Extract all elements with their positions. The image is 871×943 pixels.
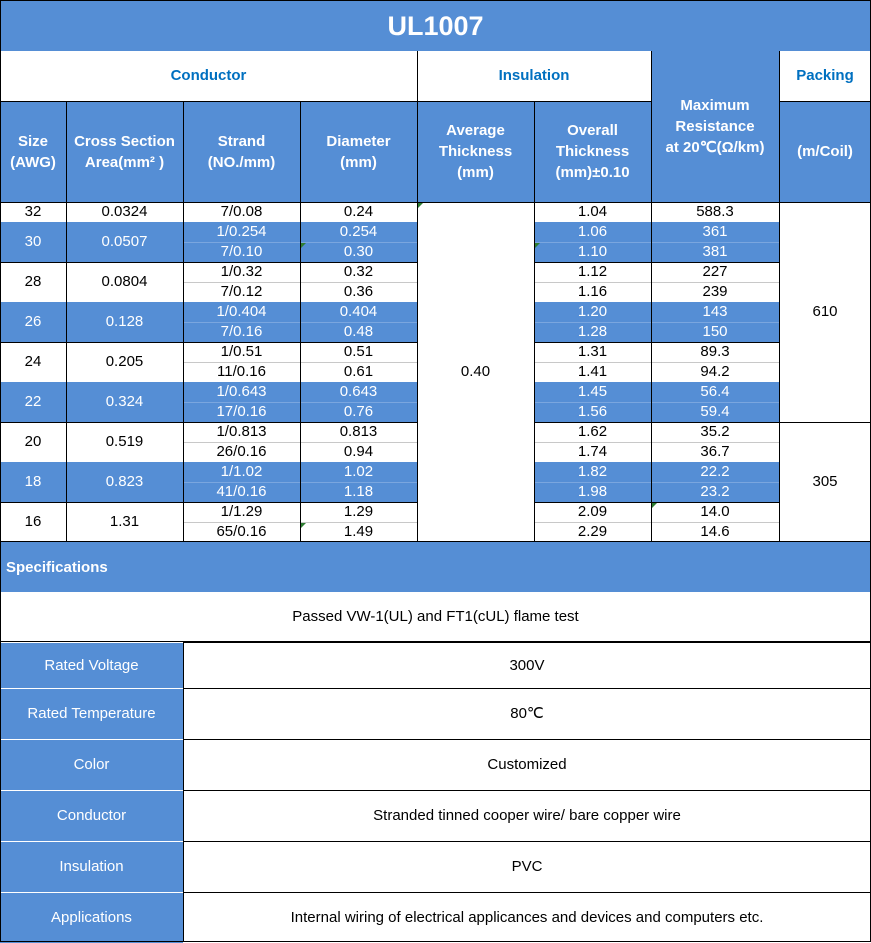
strand-cell: 41/0.16 [216, 483, 267, 500]
resistance-cell: 381 [702, 243, 728, 260]
resistance-cell: 89.3 [700, 343, 730, 360]
diameter-cell: 1.49 [343, 523, 374, 540]
strand-cell: 7/0.12 [220, 283, 263, 300]
column-border [66, 202, 67, 542]
column-border [534, 202, 535, 542]
flame-test-row [0, 592, 871, 642]
inner-separator [534, 362, 779, 363]
diameter-cell: 1.02 [343, 463, 374, 480]
inner-separator [534, 402, 779, 403]
spec-label: Applications [0, 892, 183, 943]
column-border [183, 202, 184, 542]
diameter-cell: 0.254 [339, 223, 378, 240]
size-cell: 20 [24, 433, 42, 450]
cross-section-cell: 0.0324 [101, 203, 148, 220]
strand-cell: 1/0.404 [216, 303, 267, 320]
cross-section-cell: 1.31 [109, 513, 140, 530]
strand-cell: 65/0.16 [216, 523, 267, 540]
strand-cell: 26/0.16 [216, 443, 267, 460]
size-cell: 16 [24, 513, 42, 530]
resistance-cell: 227 [702, 263, 728, 280]
spec-value: 300V [183, 642, 871, 688]
diameter-cell: 1.18 [343, 483, 374, 500]
group-insulation [417, 51, 651, 101]
data-table-body [0, 202, 871, 542]
strand-cell: 7/0.10 [220, 243, 263, 260]
overall-thickness-cell: 1.82 [577, 463, 608, 480]
group-conductor-label: Conductor [170, 67, 247, 84]
size-cell: 30 [24, 233, 42, 250]
cell-flag [301, 523, 306, 528]
diameter-cell: 0.36 [343, 283, 374, 300]
overall-thickness-cell: 1.10 [577, 243, 608, 260]
spec-label: Color [0, 739, 183, 790]
packing-value: 610 [812, 303, 838, 320]
inner-separator [534, 242, 779, 243]
overall-thickness-cell: 1.28 [577, 323, 608, 340]
diameter-cell: 0.813 [339, 423, 378, 440]
header-diameter: Diameter (mm) [300, 101, 417, 202]
strand-cell: 1/0.32 [220, 263, 263, 280]
cross-section-cell: 0.0804 [101, 273, 148, 290]
resistance-cell: 14.6 [700, 523, 730, 540]
strand-cell: 1/1.29 [220, 503, 263, 520]
inner-separator [534, 522, 779, 523]
inner-separator [534, 322, 779, 323]
diameter-cell: 0.24 [343, 203, 374, 220]
overall-thickness-cell: 1.06 [577, 223, 608, 240]
inner-separator [534, 282, 779, 283]
header-cross-section: Cross Section Area(mm² ) [66, 101, 183, 202]
cell-flag [535, 243, 540, 248]
diameter-cell: 0.51 [343, 343, 374, 360]
spec-items [0, 642, 871, 942]
cross-section-cell: 0.823 [105, 473, 144, 490]
overall-thickness-cell: 1.74 [577, 443, 608, 460]
cross-section-cell: 0.205 [105, 353, 144, 370]
diameter-cell: 0.48 [343, 323, 374, 340]
strand-cell: 17/0.16 [216, 403, 267, 420]
diameter-cell: 0.76 [343, 403, 374, 420]
overall-thickness-cell: 1.98 [577, 483, 608, 500]
size-cell: 24 [24, 353, 42, 370]
spec-label: Rated Temperature [0, 688, 183, 739]
overall-thickness-cell: 1.16 [577, 283, 608, 300]
header-average-thickness: Average Thickness (mm) [417, 101, 534, 202]
inner-separator [534, 442, 779, 443]
cell-flag [652, 503, 657, 508]
size-cell: 26 [24, 313, 42, 330]
strand-cell: 11/0.16 [217, 363, 266, 380]
diameter-cell: 0.32 [343, 263, 374, 280]
resistance-cell: 588.3 [696, 203, 734, 220]
strand-cell: 1/1.02 [220, 463, 263, 480]
spec-value: Stranded tinned cooper wire/ bare copper wire [183, 790, 871, 841]
column-border [779, 202, 780, 542]
spec-label: Insulation [0, 841, 183, 892]
resistance-cell: 150 [702, 323, 728, 340]
overall-thickness-cell: 1.04 [577, 203, 608, 220]
overall-thickness-cell: 2.29 [577, 523, 608, 540]
group-conductor [0, 51, 417, 101]
size-cell: 28 [24, 273, 42, 290]
column-border [651, 202, 652, 542]
inner-separator [534, 482, 779, 483]
overall-thickness-cell: 1.20 [577, 303, 608, 320]
header-strand: Strand (NO./mm) [183, 101, 300, 202]
resistance-cell: 35.2 [700, 423, 730, 440]
overall-thickness-cell: 1.45 [577, 383, 608, 400]
overall-thickness-cell: 1.62 [577, 423, 608, 440]
diameter-cell: 0.404 [339, 303, 378, 320]
size-cell: 32 [24, 203, 42, 220]
header-packing-unit: (m/Coil) [779, 101, 871, 202]
cross-section-cell: 0.519 [105, 433, 144, 450]
average-thickness-value: 0.40 [460, 363, 491, 380]
group-packing-label: Packing [796, 67, 854, 84]
overall-thickness-cell: 1.12 [577, 263, 608, 280]
overall-thickness-cell: 2.09 [577, 503, 608, 520]
packing-value: 305 [812, 473, 838, 490]
spec-value: 80℃ [183, 688, 871, 739]
resistance-cell: 56.4 [700, 383, 730, 400]
diameter-cell: 1.29 [343, 503, 374, 520]
resistance-cell: 143 [702, 303, 728, 320]
resistance-cell: 94.2 [700, 363, 730, 380]
group-packing [779, 51, 871, 101]
diameter-cell: 0.61 [343, 363, 374, 380]
title-bar [0, 0, 871, 51]
strand-cell: 1/0.813 [216, 423, 267, 440]
diameter-cell: 0.30 [343, 243, 374, 260]
spec-value: Customized [183, 739, 871, 790]
spec-label: Conductor [0, 790, 183, 841]
specifications-heading: Specifications [6, 558, 108, 576]
diameter-cell: 0.94 [343, 443, 374, 460]
overall-thickness-cell: 1.41 [577, 363, 608, 380]
resistance-cell: 36.7 [700, 443, 730, 460]
column-border [417, 202, 418, 542]
cross-section-cell: 0.0507 [101, 233, 148, 250]
cross-section-cell: 0.128 [105, 313, 144, 330]
strand-cell: 1/0.643 [216, 383, 267, 400]
header-overall-thickness: Overall Thickness (mm)±0.10 [534, 101, 651, 202]
resistance-cell: 59.4 [700, 403, 730, 420]
strand-cell: 1/0.51 [220, 343, 263, 360]
packing-border [779, 422, 871, 423]
resistance-cell: 361 [702, 223, 728, 240]
resistance-cell: 23.2 [700, 483, 730, 500]
size-cell: 18 [24, 473, 42, 490]
cross-section-cell: 0.324 [105, 393, 144, 410]
strand-cell: 7/0.16 [220, 323, 263, 340]
spec-value: Internal wiring of electrical applicances and devices and computers etc. [183, 892, 871, 943]
size-cell: 22 [24, 393, 42, 410]
header-size: Size (AWG) [0, 101, 66, 202]
diameter-cell: 0.643 [339, 383, 378, 400]
resistance-cell: 14.0 [700, 503, 730, 520]
cell-flag [418, 203, 423, 208]
overall-thickness-cell: 1.56 [577, 403, 608, 420]
resistance-cell: 239 [702, 283, 728, 300]
spec-value: PVC [183, 841, 871, 892]
flame-test-text: Passed VW-1(UL) and FT1(cUL) flame test [292, 608, 579, 625]
resistance-cell: 22.2 [700, 463, 730, 480]
page-title: UL1007 [387, 10, 484, 41]
column-border [300, 202, 301, 542]
overall-thickness-cell: 1.31 [577, 343, 608, 360]
header-max-resistance: Maximum Resistance at 20℃(Ω/km) [651, 51, 779, 202]
specifications-bar [0, 542, 871, 592]
strand-cell: 1/0.254 [216, 223, 267, 240]
cell-flag [301, 243, 306, 248]
strand-cell: 7/0.08 [220, 203, 263, 220]
group-insulation-label: Insulation [498, 67, 570, 84]
spec-label: Rated Voltage [0, 642, 183, 688]
